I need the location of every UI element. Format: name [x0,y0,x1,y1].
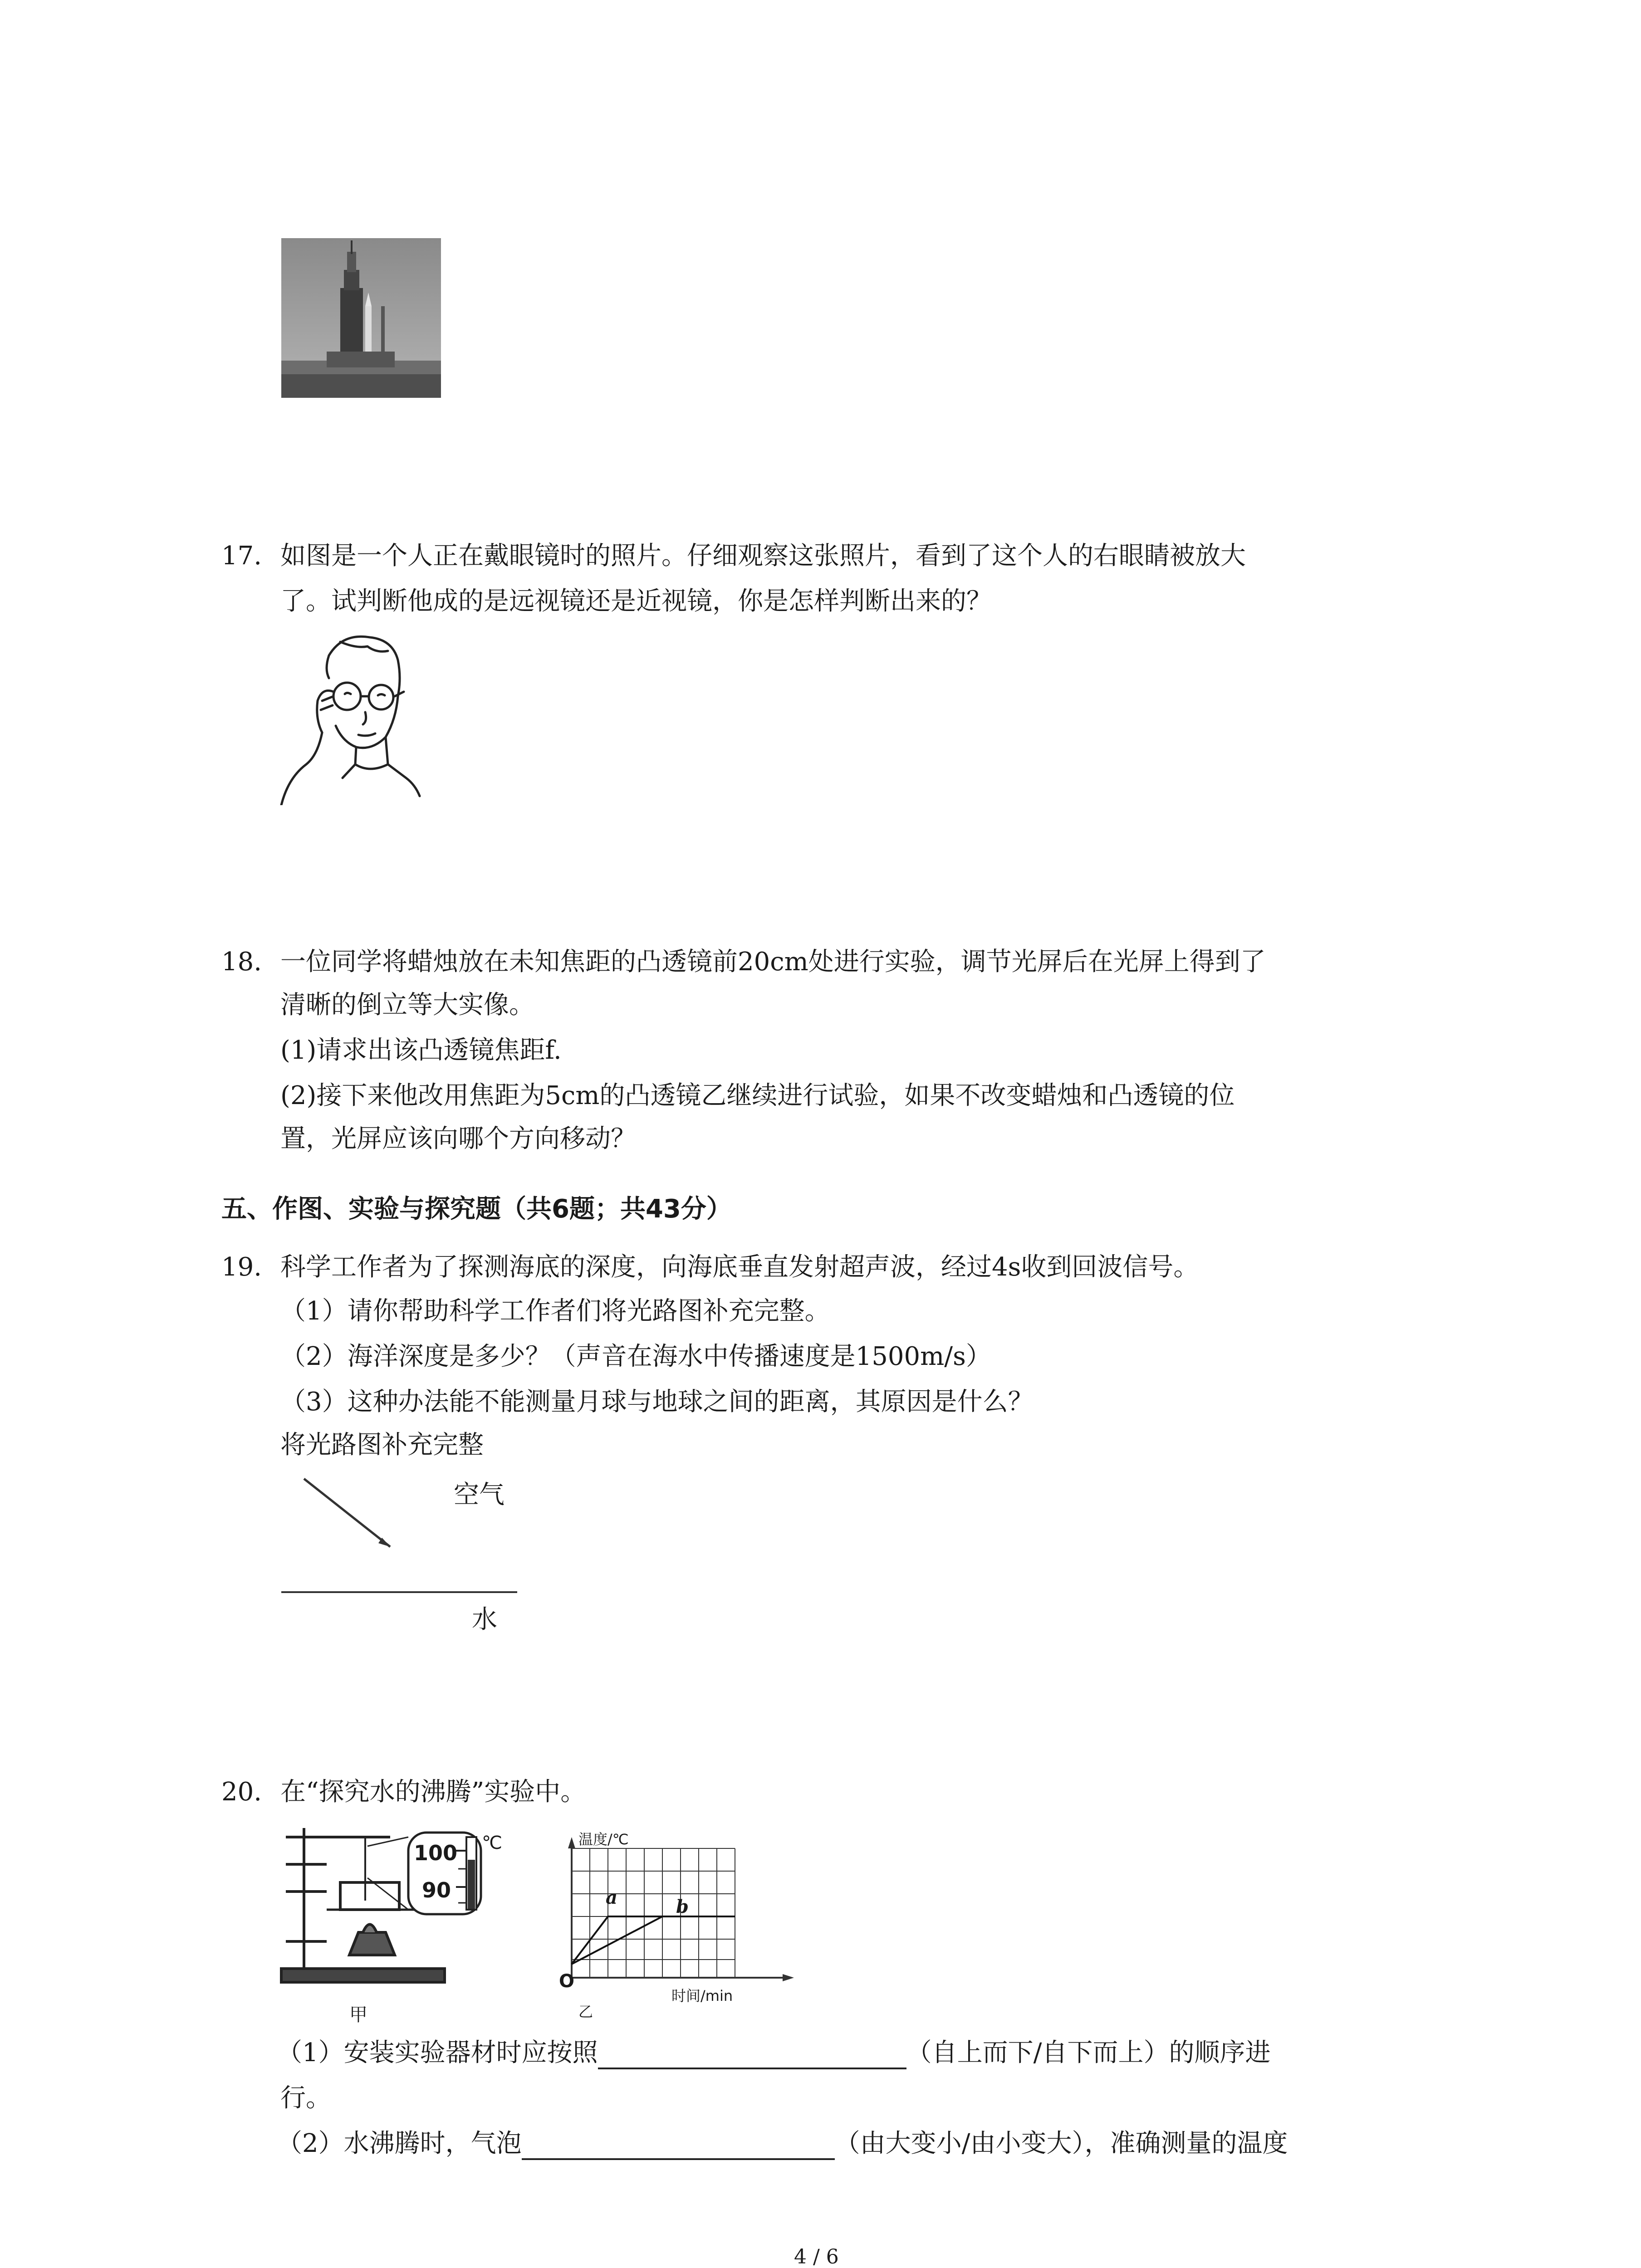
question-19-part3: （3）这种办法能不能测量月球与地球之间的距离，其原因是什么？ [280,1387,1034,1417]
question-20-part1-prefix: （1）安装实验器材时应按照 [277,2038,598,2068]
thermometer-label-100: 100 [414,1841,458,1865]
question-18-text-line2: 清晰的倒立等大实像。 [280,990,534,1020]
thermometer-unit: ℃ [482,1833,502,1853]
question-20-text: 在“探究水的沸腾”实验中。 [280,1777,586,1807]
question-18-part2-line1: (2)接下来他改用焦距为5cm的凸透镜乙继续进行试验，如果不改变蜡烛和凸透镜的位 [280,1081,1235,1110]
question-18-part1: (1)请求出该凸透镜焦距f. [280,1036,562,1065]
rocket-launch-photo [281,238,441,398]
question-20-part1-continuation: 行。 [280,2083,331,2113]
figure-jia-label: 甲 [349,2004,367,2025]
question-19-number: 19. [221,1252,262,1282]
graph-x-axis-label: 时间/min [671,1987,733,2004]
question-17-text-line1: 如图是一个人正在戴眼镜时的照片。仔细观察这张照片，看到了这个人的右眼睛被放大 [280,541,1246,571]
graph-curve-b-label: b [676,1896,689,1917]
section-5-heading: 五、作图、实验与探究题（共6题；共43分） [221,1194,732,1224]
person-wearing-glasses-illustration [279,628,424,805]
thermometer-label-90: 90 [422,1878,451,1902]
graph-curve-a-label: a [606,1887,617,1908]
question-17-number: 17. [221,541,262,571]
boiling-apparatus-figure [277,1819,549,1991]
figure-yi-label: 乙 [578,2003,593,2020]
question-20-part1-suffix: （自上而下/自下而上）的顺序进 [906,2038,1271,2068]
graph-origin-label: O [559,1971,575,1992]
question-20-part1 [277,2037,1271,2069]
water-label: 水 [472,1605,497,1634]
question-19-part2: （2）海洋深度是多少？（声音在海水中传播速度是1500m/s） [280,1342,991,1371]
question-20-number: 20. [221,1777,262,1807]
question-17-text-line2: 了。试判断他成的是远视镜还是近视镜，你是怎样判断出来的？ [280,587,992,616]
answer-blank-1[interactable] [598,2043,906,2069]
question-20-part2 [277,2127,1288,2160]
answer-blank-2[interactable] [522,2134,835,2160]
question-19-figure-caption: 将光路图补充完整 [280,1430,484,1460]
page-number: 4 / 6 [794,2245,839,2268]
question-20-part2-suffix: （由大变小/由小变大），准确测量的温度 [834,2129,1288,2158]
question-18-number: 18. [221,947,262,977]
question-18-text-line1: 一位同学将蜡烛放在未知焦距的凸透镜前20cm处进行实验，调节光屏后在光屏上得到了 [280,947,1266,977]
question-20-part2-prefix: （2）水沸腾时，气泡 [277,2129,522,2158]
graph-y-axis-label: 温度/℃ [578,1831,629,1848]
question-18-part2-line2: 置，光屏应该向哪个方向移动？ [280,1124,636,1154]
air-label: 空气 [454,1480,505,1510]
question-19-text: 科学工作者为了探测海底的深度，向海底垂直发射超声波，经过4s收到回波信号。 [280,1252,1199,1282]
question-19-part1: （1）请你帮助科学工作者们将光路图补充完整。 [280,1296,830,1326]
